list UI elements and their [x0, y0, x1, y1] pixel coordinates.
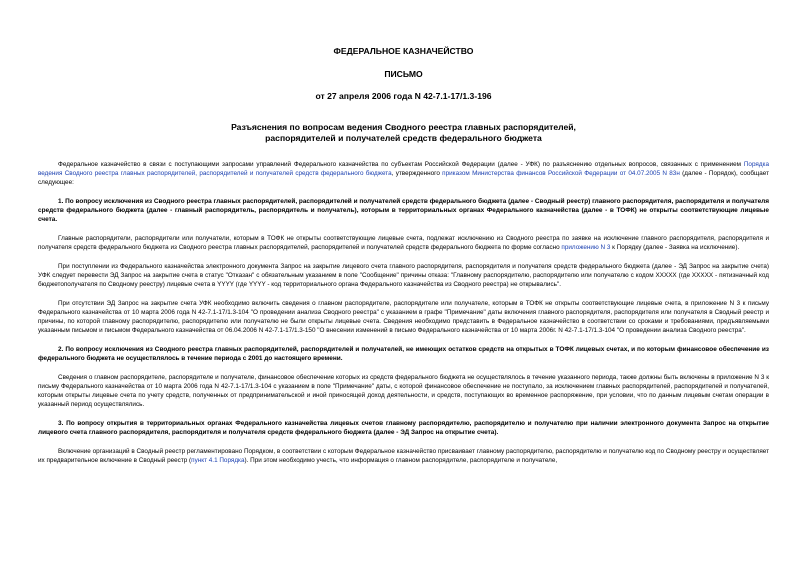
section-2-heading: 2. По вопросу исключения из Сводного реестра главных распорядителей, распорядителей и получателей, не имеющих остатков средств на открытых в ТОФК лицевых счетах, и по которым финансовое обеспечение из федерального бюджета не осуществлялось в течение периода с 2001 до настоящего времени. [38, 346, 769, 363]
text-run: Федеральное казначейство в связи с поступающими запросами управлений Федерального казначейства по субъектам Российской Федерации (далее - УФК) по разъяснению отдельных вопросов, связанных с применением [58, 161, 744, 168]
section-1-heading: 1. По вопросу исключения из Сводного реестра главных распорядителей, распорядителей и получателей средств федерального бюджета (далее - Сводный реестр) главного распорядителя, распорядителя и получателя средств федерального бюджета (далее - главный распорядитель, распорядитель и получатель), которым в территориальных органах Федерального казначейства (далее - в ТОФК) не открыты соответствующие лицевые счета. [38, 198, 769, 224]
paragraph-intro [38, 160, 769, 188]
org-name: ФЕДЕРАЛЬНОЕ КАЗНАЧЕЙСТВО [333, 46, 474, 56]
link-prikaz-minfin[interactable]: приказом Министерства финансов Российской Федерации от 04.07.2005 N 83н [442, 170, 680, 178]
paragraph-inclusion [38, 447, 769, 465]
doc-title-line-1: Разъяснения по вопросам ведения Сводного реестра главных распорядителей, [231, 122, 576, 132]
link-appendix-3[interactable]: приложению N 3 [561, 244, 611, 252]
doc-type: ПИСЬМО [384, 69, 423, 79]
text-run: (далее - Порядок), сообщает следующее: [38, 170, 769, 187]
text-run: , утвержденного [391, 170, 443, 178]
text-run: ). При этом необходимо учесть, что информация о главном распорядителе, распорядителе и получателе, [244, 457, 558, 464]
section-3-heading: 3. По вопросу открытия в территориальных органах Федерального казначейства лицевых счетов главному распорядителю, распорядителю и получателю при наличии электронного документа Запрос на открытие лицевого счета главного распорядителя, распорядителя и получателя средств федерального бюджета (далее - ЭД Запрос на открытие счета). [38, 420, 769, 437]
doc-date-number: от 27 апреля 2006 года N 42-7.1-17/1.3-196 [315, 91, 492, 101]
paragraph-exclusion [38, 234, 769, 252]
paragraph-funding-info: Сведения о главном распорядителе, распорядителе и получателе, финансовое обеспечение которых из средств федерального бюджета не осуществлялось в течение указанного периода, также должны быть включены в приложение N 3 к письму Федерального казначейства от 10 марта 2006 года N 42-7.1-17/1.3-104 с указанием в поле "Примечание" даты, с которой финансовое обеспечение не поступало, за исключением главных распорядителей, распорядителей и получателей, которым открыты лицевые счета по учету средств, полученных от предпринимательской и иной приносящей доход деятельности, и средств, поступающих во временное распоряжение, при условии, что по данным лицевым счетам операции в указанный период осуществлялись. [38, 373, 769, 409]
text-run: к Порядку (далее - Заявка на исключение). [610, 244, 740, 252]
link-punkt-4-1[interactable]: пункт 4.1 Порядка [191, 457, 245, 464]
link-poryadok[interactable]: Порядка ведения Сводного реестра главных распорядителей, распорядителей и получателей средств федерального бюджета [38, 161, 769, 178]
doc-title [0, 122, 807, 144]
text-run: Главные распорядители, распорядители или получатели, которым в ТОФК не открыты соответствующие лицевые счета, подлежат исключению из Сводного реестра по заявке на исключение главного распорядителя, распорядителя и получателя средств федерального бюджета из Сводного реестра главных распорядителей, распорядителей и получателей средств федерального бюджета по форме согласно [38, 235, 769, 252]
document-body [38, 160, 769, 475]
paragraph-no-ed-request: При отсутствии ЭД Запрос на закрытие счета УФК необходимо включить сведения о главном распорядителе, распорядителе или получателе, которым в ТОФК не открыты соответствующие лицевые счета, в приложение N 3 к письму Федерального казначейства от 10 марта 2006 года N 42-7.1-17/1.3-104 "О проведении анализа Сводного реестра" с указанием в графе "Примечание" даты включения главного распорядителя, распорядителя или получателя в Сводный реестр и причины, по которой главному распорядителю, распорядителю или получателю не были открыты лицевые счета. Сведения необходимо представить в Федеральное казначейство в соответствии со сроками и требованиями, предъявляемыми указанным письмом и письмом Федерального казначейства от 06.04.2006 N 42-7.1-17/1.3-150 "О внесении изменений в письмо Федерального казначейства от 10 марта 2006г. N 42-7.1-17/1.3-104 "О проведении анализа Сводного реестра". [38, 299, 769, 335]
paragraph-ed-request: При поступлении из Федерального казначейства электронного документа Запрос на закрытие лицевого счета главного распорядителя, распорядителя и получателя средств федерального бюджета (далее - ЭД Запрос на закрытие счета) УФК следует перевести ЭД Запрос на закрытие счета в статус "Отказан" с обязательным указанием в поле "Сообщение" причины отказа: "Главному распорядителю, распорядителю или получателю с кодом XXXXX (где XXXXX - пятизначный код бюджетополучателя по Сводному реестру) лицевые счета в YYYY (где YYYY - код территориального органа Федерального казначейства из Сводного реестра) не открывались". [38, 262, 769, 289]
doc-title-line-2: распорядителей и получателей средств федерального бюджета [265, 133, 542, 143]
text-run: Включение организаций в Сводный реестр регламентировано Порядком, в соответствии с которым Федеральное казначейство присваивает главному распорядителю, распорядителю и получателю код по Сводному реестру и осуществляет их предварительное включение в Сводный реестр ( [38, 447, 769, 464]
